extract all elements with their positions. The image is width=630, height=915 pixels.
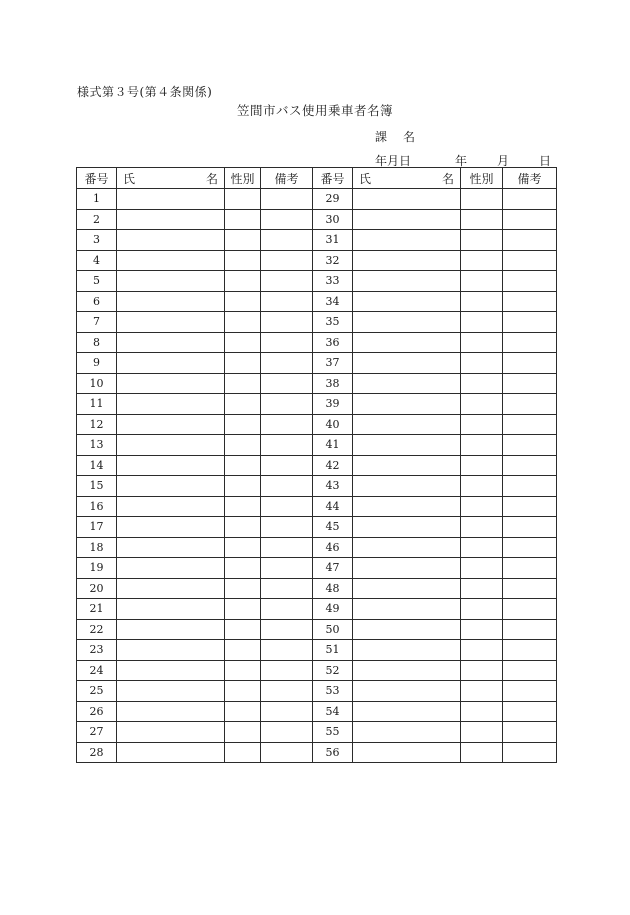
date-month: 月	[497, 154, 510, 168]
number-cell: 24	[77, 660, 117, 681]
gender-cell[interactable]	[225, 291, 261, 312]
name-header-2: 名	[441, 171, 454, 186]
gender-cell[interactable]	[461, 496, 503, 517]
table-row	[77, 619, 557, 640]
notes-cell[interactable]	[261, 271, 313, 292]
notes-cell[interactable]	[503, 517, 557, 538]
gender-cell[interactable]	[225, 558, 261, 579]
number-header: 番号	[313, 168, 353, 189]
gender-cell[interactable]	[225, 496, 261, 517]
notes-cell[interactable]	[261, 189, 313, 210]
number-cell: 31	[313, 230, 353, 251]
notes-cell[interactable]	[261, 537, 313, 558]
gender-cell[interactable]	[225, 537, 261, 558]
number-cell: 49	[313, 599, 353, 620]
number-cell: 47	[313, 558, 353, 579]
notes-cell[interactable]	[261, 742, 313, 763]
notes-cell[interactable]	[503, 394, 557, 415]
notes-cell[interactable]	[503, 537, 557, 558]
notes-cell[interactable]	[261, 435, 313, 456]
gender-cell[interactable]	[225, 681, 261, 702]
number-cell: 38	[313, 373, 353, 394]
notes-cell[interactable]	[503, 701, 557, 722]
notes-cell[interactable]	[261, 701, 313, 722]
name-cell[interactable]	[117, 722, 225, 743]
gender-cell[interactable]	[461, 353, 503, 374]
notes-cell[interactable]	[503, 353, 557, 374]
name-cell[interactable]	[353, 496, 461, 517]
number-cell: 21	[77, 599, 117, 620]
number-cell: 2	[77, 209, 117, 230]
table-row	[77, 722, 557, 743]
notes-cell[interactable]	[503, 681, 557, 702]
table-row	[77, 455, 557, 476]
gender-cell[interactable]	[225, 722, 261, 743]
number-cell: 56	[313, 742, 353, 763]
gender-cell[interactable]	[461, 619, 503, 640]
notes-cell[interactable]	[503, 599, 557, 620]
gender-cell[interactable]	[225, 414, 261, 435]
gender-cell[interactable]	[461, 332, 503, 353]
name-cell[interactable]	[353, 537, 461, 558]
notes-cell[interactable]	[503, 414, 557, 435]
notes-cell[interactable]	[261, 230, 313, 251]
name-cell[interactable]	[117, 476, 225, 497]
name-cell[interactable]	[117, 373, 225, 394]
number-cell: 9	[77, 353, 117, 374]
table-row	[77, 742, 557, 763]
gender-cell[interactable]	[461, 230, 503, 251]
notes-header: 備考	[261, 168, 313, 189]
notes-cell[interactable]	[261, 517, 313, 538]
number-cell: 7	[77, 312, 117, 333]
table-row	[77, 517, 557, 538]
number-cell: 26	[77, 701, 117, 722]
number-cell: 23	[77, 640, 117, 661]
name-cell[interactable]	[353, 209, 461, 230]
gender-cell[interactable]	[461, 517, 503, 538]
notes-cell[interactable]	[503, 722, 557, 743]
table-row	[77, 701, 557, 722]
name-cell[interactable]	[353, 742, 461, 763]
name-cell[interactable]	[117, 394, 225, 415]
department-label	[375, 128, 415, 145]
name-cell[interactable]	[353, 230, 461, 251]
name-cell[interactable]	[117, 578, 225, 599]
table-row	[77, 373, 557, 394]
number-cell: 18	[77, 537, 117, 558]
number-cell: 42	[313, 455, 353, 476]
number-header: 番号	[77, 168, 117, 189]
number-cell: 36	[313, 332, 353, 353]
notes-cell[interactable]	[261, 599, 313, 620]
notes-cell[interactable]	[261, 312, 313, 333]
table-row	[77, 414, 557, 435]
name-header-1: 氏	[123, 171, 136, 186]
name-cell[interactable]	[353, 373, 461, 394]
number-cell: 34	[313, 291, 353, 312]
name-cell[interactable]	[117, 681, 225, 702]
number-cell: 37	[313, 353, 353, 374]
gender-cell[interactable]	[225, 455, 261, 476]
number-cell: 45	[313, 517, 353, 538]
date-label: 年月日	[375, 154, 412, 168]
number-cell: 33	[313, 271, 353, 292]
number-cell: 11	[77, 394, 117, 415]
name-cell[interactable]	[353, 332, 461, 353]
table-row	[77, 271, 557, 292]
notes-cell[interactable]	[261, 722, 313, 743]
gender-cell[interactable]	[461, 660, 503, 681]
gender-header: 性別	[461, 168, 503, 189]
gender-cell[interactable]	[225, 701, 261, 722]
gender-cell[interactable]	[225, 332, 261, 353]
gender-cell[interactable]	[461, 312, 503, 333]
notes-cell[interactable]	[261, 250, 313, 271]
notes-cell[interactable]	[503, 496, 557, 517]
gender-cell[interactable]	[225, 640, 261, 661]
passenger-roster-table	[76, 167, 557, 763]
gender-cell[interactable]	[461, 476, 503, 497]
gender-cell[interactable]	[225, 742, 261, 763]
roster-body	[77, 189, 557, 763]
gender-cell[interactable]	[461, 209, 503, 230]
gender-cell[interactable]	[461, 394, 503, 415]
number-cell: 40	[313, 414, 353, 435]
name-cell[interactable]	[117, 701, 225, 722]
gender-cell[interactable]	[461, 578, 503, 599]
table-header-row	[77, 168, 557, 189]
gender-cell[interactable]	[461, 271, 503, 292]
notes-cell[interactable]	[503, 271, 557, 292]
number-cell: 5	[77, 271, 117, 292]
name-cell[interactable]	[353, 353, 461, 374]
number-cell: 46	[313, 537, 353, 558]
name-cell[interactable]	[117, 599, 225, 620]
name-cell[interactable]	[117, 640, 225, 661]
name-cell[interactable]	[353, 250, 461, 271]
table-row	[77, 230, 557, 251]
notes-cell[interactable]	[261, 353, 313, 374]
number-cell: 14	[77, 455, 117, 476]
notes-cell[interactable]	[261, 578, 313, 599]
name-cell[interactable]	[117, 230, 225, 251]
name-header	[353, 168, 461, 189]
name-cell[interactable]	[117, 332, 225, 353]
notes-cell[interactable]	[503, 312, 557, 333]
gender-cell[interactable]	[225, 271, 261, 292]
name-cell[interactable]	[353, 517, 461, 538]
number-cell: 39	[313, 394, 353, 415]
gender-cell[interactable]	[461, 701, 503, 722]
name-cell[interactable]	[353, 312, 461, 333]
number-cell: 13	[77, 435, 117, 456]
name-cell[interactable]	[353, 578, 461, 599]
number-cell: 6	[77, 291, 117, 312]
name-cell[interactable]	[117, 250, 225, 271]
number-cell: 19	[77, 558, 117, 579]
name-cell[interactable]	[353, 558, 461, 579]
number-cell: 50	[313, 619, 353, 640]
notes-cell[interactable]	[261, 414, 313, 435]
number-cell: 41	[313, 435, 353, 456]
gender-cell[interactable]	[225, 209, 261, 230]
gender-cell[interactable]	[225, 435, 261, 456]
table-row	[77, 291, 557, 312]
notes-cell[interactable]	[503, 742, 557, 763]
gender-cell[interactable]	[461, 435, 503, 456]
gender-cell[interactable]	[225, 373, 261, 394]
name-cell[interactable]	[117, 660, 225, 681]
number-cell: 20	[77, 578, 117, 599]
name-cell[interactable]	[353, 701, 461, 722]
gender-cell[interactable]	[225, 250, 261, 271]
table-row	[77, 476, 557, 497]
date-day: 日	[539, 154, 552, 168]
page-title: 笠間市バス使用乗車者名簿	[236, 103, 393, 118]
number-cell: 16	[77, 496, 117, 517]
notes-cell[interactable]	[261, 332, 313, 353]
notes-cell[interactable]	[261, 681, 313, 702]
table-row	[77, 435, 557, 456]
gender-cell[interactable]	[461, 250, 503, 271]
name-cell[interactable]	[353, 681, 461, 702]
number-cell: 52	[313, 660, 353, 681]
name-cell[interactable]	[353, 394, 461, 415]
name-cell[interactable]	[117, 312, 225, 333]
table-row	[77, 640, 557, 661]
notes-cell[interactable]	[503, 291, 557, 312]
name-cell[interactable]	[353, 414, 461, 435]
table-row	[77, 312, 557, 333]
name-cell[interactable]	[117, 558, 225, 579]
name-cell[interactable]	[353, 640, 461, 661]
notes-cell[interactable]	[503, 476, 557, 497]
table-row	[77, 394, 557, 415]
name-cell[interactable]	[117, 537, 225, 558]
number-cell: 29	[313, 189, 353, 210]
name-cell[interactable]	[117, 455, 225, 476]
date-year: 年	[455, 154, 468, 168]
number-cell: 54	[313, 701, 353, 722]
gender-cell[interactable]	[461, 558, 503, 579]
name-cell[interactable]	[353, 476, 461, 497]
number-cell: 30	[313, 209, 353, 230]
number-cell: 4	[77, 250, 117, 271]
table-row	[77, 558, 557, 579]
notes-cell[interactable]	[261, 640, 313, 661]
gender-cell[interactable]	[225, 353, 261, 374]
name-header	[117, 168, 225, 189]
number-cell: 35	[313, 312, 353, 333]
number-cell: 25	[77, 681, 117, 702]
name-cell[interactable]	[353, 619, 461, 640]
gender-cell[interactable]	[461, 455, 503, 476]
name-cell[interactable]	[117, 517, 225, 538]
notes-cell[interactable]	[261, 476, 313, 497]
name-cell[interactable]	[117, 291, 225, 312]
gender-cell[interactable]	[225, 476, 261, 497]
notes-header: 備考	[503, 168, 557, 189]
notes-cell[interactable]	[503, 373, 557, 394]
notes-cell[interactable]	[503, 189, 557, 210]
gender-cell[interactable]	[225, 517, 261, 538]
notes-cell[interactable]	[503, 640, 557, 661]
name-cell[interactable]	[117, 414, 225, 435]
number-cell: 48	[313, 578, 353, 599]
name-cell[interactable]	[353, 599, 461, 620]
notes-cell[interactable]	[261, 455, 313, 476]
gender-cell[interactable]	[225, 578, 261, 599]
gender-cell[interactable]	[461, 291, 503, 312]
table-row	[77, 599, 557, 620]
number-cell: 53	[313, 681, 353, 702]
notes-cell[interactable]	[503, 250, 557, 271]
number-cell: 22	[77, 619, 117, 640]
notes-cell[interactable]	[261, 660, 313, 681]
notes-cell[interactable]	[503, 455, 557, 476]
notes-cell[interactable]	[261, 496, 313, 517]
table-row	[77, 250, 557, 271]
table-row	[77, 332, 557, 353]
department-label-2: 名	[403, 130, 416, 144]
name-cell[interactable]	[353, 722, 461, 743]
name-cell[interactable]	[117, 619, 225, 640]
name-cell[interactable]	[353, 291, 461, 312]
gender-header: 性別	[225, 168, 261, 189]
number-cell: 10	[77, 373, 117, 394]
name-cell[interactable]	[117, 742, 225, 763]
number-cell: 51	[313, 640, 353, 661]
gender-cell[interactable]	[461, 599, 503, 620]
notes-cell[interactable]	[503, 230, 557, 251]
number-cell: 1	[77, 189, 117, 210]
notes-cell[interactable]	[261, 619, 313, 640]
gender-cell[interactable]	[225, 660, 261, 681]
gender-cell[interactable]	[461, 722, 503, 743]
number-cell: 12	[77, 414, 117, 435]
table-row	[77, 537, 557, 558]
gender-cell[interactable]	[225, 230, 261, 251]
name-cell[interactable]	[353, 189, 461, 210]
name-cell[interactable]	[117, 271, 225, 292]
notes-cell[interactable]	[503, 558, 557, 579]
number-cell: 28	[77, 742, 117, 763]
form-number: 様式第３号(第４条関係)	[77, 85, 213, 99]
gender-cell[interactable]	[461, 742, 503, 763]
notes-cell[interactable]	[261, 558, 313, 579]
number-cell: 44	[313, 496, 353, 517]
number-cell: 15	[77, 476, 117, 497]
gender-cell[interactable]	[225, 599, 261, 620]
notes-cell[interactable]	[503, 619, 557, 640]
table-row	[77, 496, 557, 517]
name-cell[interactable]	[117, 435, 225, 456]
notes-cell[interactable]	[503, 435, 557, 456]
table-row	[77, 189, 557, 210]
name-header-2: 名	[205, 171, 218, 186]
number-cell: 43	[313, 476, 353, 497]
gender-cell[interactable]	[461, 414, 503, 435]
gender-cell[interactable]	[225, 394, 261, 415]
gender-cell[interactable]	[225, 619, 261, 640]
gender-cell[interactable]	[461, 537, 503, 558]
table-row	[77, 353, 557, 374]
number-cell: 17	[77, 517, 117, 538]
name-cell[interactable]	[117, 496, 225, 517]
table-row	[77, 681, 557, 702]
notes-cell[interactable]	[261, 373, 313, 394]
name-cell[interactable]	[353, 435, 461, 456]
gender-cell[interactable]	[225, 189, 261, 210]
table-row	[77, 660, 557, 681]
name-cell[interactable]	[117, 353, 225, 374]
table-row	[77, 209, 557, 230]
gender-cell[interactable]	[461, 681, 503, 702]
gender-cell[interactable]	[225, 312, 261, 333]
notes-cell[interactable]	[503, 578, 557, 599]
notes-cell[interactable]	[503, 209, 557, 230]
name-cell[interactable]	[117, 209, 225, 230]
gender-cell[interactable]	[461, 640, 503, 661]
number-cell: 8	[77, 332, 117, 353]
name-cell[interactable]	[353, 660, 461, 681]
department-label-1: 課	[375, 130, 388, 144]
name-cell[interactable]	[353, 271, 461, 292]
number-cell: 3	[77, 230, 117, 251]
name-cell[interactable]	[117, 189, 225, 210]
notes-cell[interactable]	[261, 209, 313, 230]
notes-cell[interactable]	[503, 660, 557, 681]
notes-cell[interactable]	[503, 332, 557, 353]
notes-cell[interactable]	[261, 291, 313, 312]
gender-cell[interactable]	[461, 189, 503, 210]
number-cell: 32	[313, 250, 353, 271]
notes-cell[interactable]	[261, 394, 313, 415]
name-cell[interactable]	[353, 455, 461, 476]
name-header-1: 氏	[359, 171, 372, 186]
table-row	[77, 578, 557, 599]
number-cell: 27	[77, 722, 117, 743]
gender-cell[interactable]	[461, 373, 503, 394]
number-cell: 55	[313, 722, 353, 743]
